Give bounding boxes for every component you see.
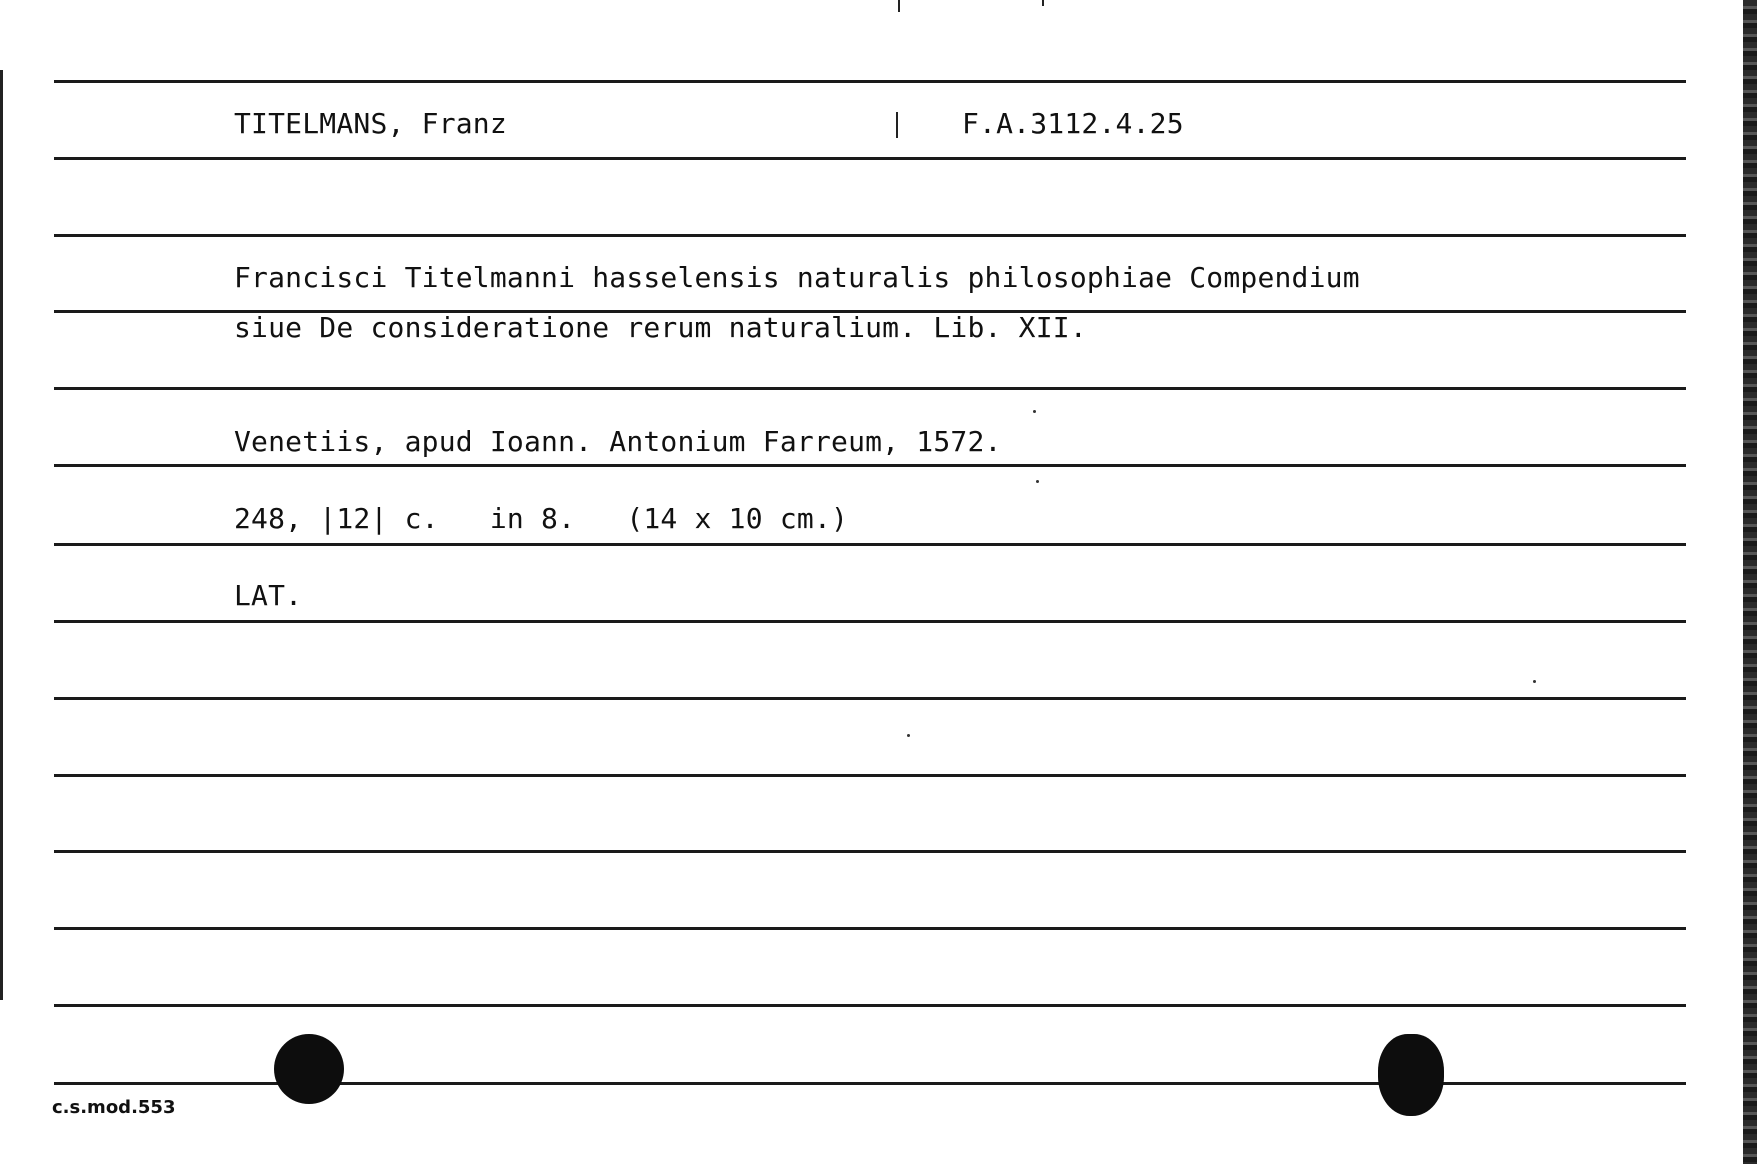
top-tick-mark bbox=[1042, 0, 1044, 6]
ruled-line bbox=[54, 464, 1686, 467]
ruled-line bbox=[54, 774, 1686, 777]
form-code: c.s.mod.553 bbox=[52, 1097, 176, 1118]
ruled-line bbox=[54, 543, 1686, 546]
ruled-line bbox=[54, 697, 1686, 700]
card-left-edge bbox=[0, 70, 3, 1000]
language: LAT. bbox=[234, 579, 303, 612]
ruled-line bbox=[54, 927, 1686, 930]
ruled-line bbox=[54, 1004, 1686, 1007]
scan-speck bbox=[907, 734, 910, 737]
title-line-1: Francisci Titelmanni hasselensis naturalis philosophiae Compendium bbox=[234, 261, 1360, 294]
separator-mark bbox=[896, 112, 898, 138]
author-heading: TITELMANS, Franz bbox=[234, 107, 507, 140]
ruled-line bbox=[54, 850, 1686, 853]
scan-speck bbox=[1033, 410, 1036, 413]
scan-speck bbox=[1036, 480, 1039, 483]
card-right-edge bbox=[1743, 0, 1757, 1164]
top-tick-mark bbox=[898, 0, 900, 12]
ruled-line bbox=[54, 157, 1686, 160]
punch-hole-left bbox=[274, 1034, 344, 1104]
collation: 248, |12| c. in 8. (14 x 10 cm.) bbox=[234, 502, 849, 535]
scan-speck bbox=[1533, 680, 1536, 683]
ruled-line bbox=[54, 387, 1686, 390]
ruled-line bbox=[54, 234, 1686, 237]
title-line-2: siue De consideratione rerum naturalium. Lib. XII. bbox=[234, 311, 1087, 344]
ruled-line bbox=[54, 80, 1686, 83]
punch-hole-right bbox=[1378, 1034, 1444, 1116]
ruled-line bbox=[54, 620, 1686, 623]
shelfmark: F.A.3112.4.25 bbox=[962, 107, 1184, 140]
imprint: Venetiis, apud Ioann. Antonium Farreum, 1572. bbox=[234, 425, 1002, 458]
